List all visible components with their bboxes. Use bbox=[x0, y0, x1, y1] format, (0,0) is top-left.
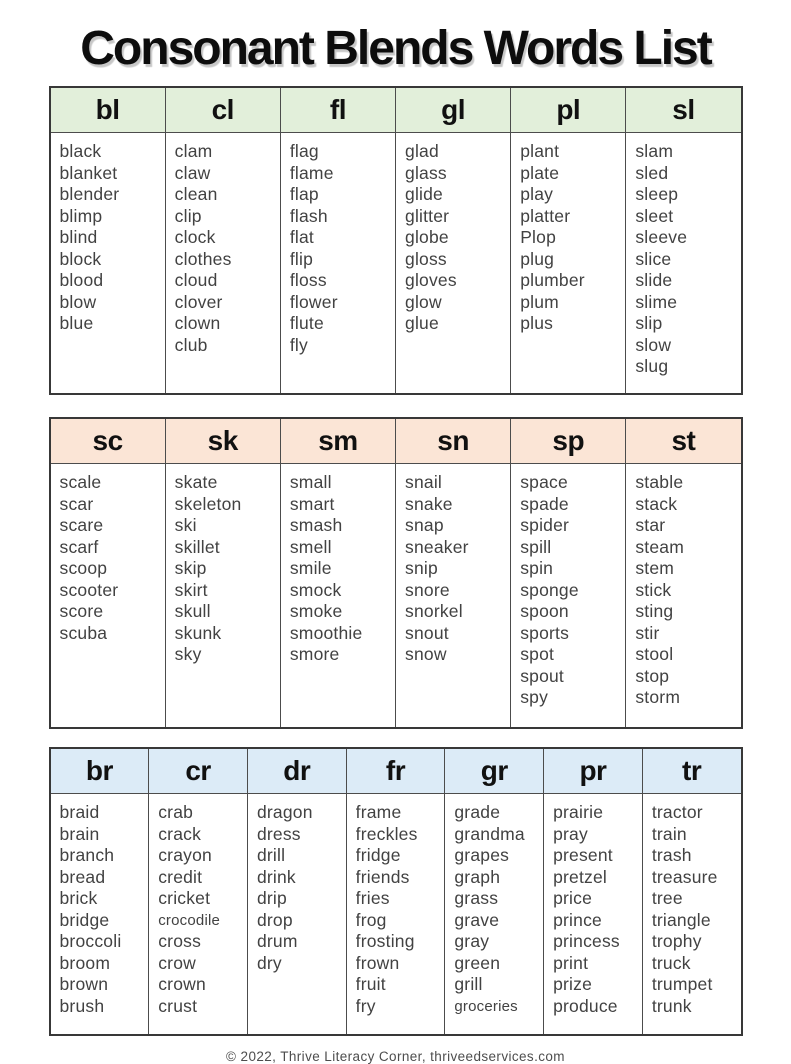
word-scoop: scoop bbox=[59, 558, 108, 579]
word-star: star bbox=[635, 515, 666, 536]
blend-words-fr bbox=[347, 794, 445, 1034]
blend-words-pl bbox=[511, 133, 625, 393]
word-drum: drum bbox=[256, 931, 298, 952]
word-smore: smore bbox=[289, 644, 340, 665]
blend-header-fr: fr bbox=[347, 749, 445, 794]
word-blind: blind bbox=[59, 227, 98, 248]
word-small: small bbox=[289, 472, 332, 493]
word-sponge: sponge bbox=[520, 579, 579, 600]
blend-column-gl bbox=[396, 88, 511, 393]
blend-words-sm bbox=[281, 464, 395, 727]
word-price: price bbox=[553, 888, 593, 909]
word-trash: trash bbox=[651, 845, 692, 866]
word-sports: sports bbox=[520, 622, 570, 643]
s-blends-table bbox=[49, 417, 743, 729]
word-brain: brain bbox=[59, 823, 100, 844]
word-spill: spill bbox=[520, 536, 552, 557]
word-green: green bbox=[454, 952, 501, 973]
word-spy: spy bbox=[520, 687, 549, 708]
blend-header-fl: fl bbox=[281, 88, 395, 133]
word-scooter: scooter bbox=[59, 579, 119, 600]
word-bridge: bridge bbox=[59, 909, 110, 930]
word-snake: snake bbox=[405, 493, 453, 514]
word-branch: branch bbox=[59, 845, 115, 866]
word-block: block bbox=[59, 248, 102, 269]
word-sneaker: sneaker bbox=[405, 536, 469, 557]
word-fry: fry bbox=[355, 995, 376, 1016]
word-bread: bread bbox=[59, 866, 106, 887]
word-broom: broom bbox=[59, 952, 111, 973]
word-fridge: fridge bbox=[355, 845, 401, 866]
word-print: print bbox=[553, 952, 589, 973]
word-crown: crown bbox=[158, 974, 206, 995]
word-trophy: trophy bbox=[651, 931, 702, 952]
word-skirt: skirt bbox=[174, 579, 208, 600]
word-frown: frown bbox=[355, 952, 400, 973]
word-crack: crack bbox=[158, 823, 202, 844]
word-stop: stop bbox=[635, 665, 670, 686]
blend-column-gr bbox=[445, 749, 544, 1034]
word-brick: brick bbox=[59, 888, 98, 909]
word-skull: skull bbox=[174, 601, 211, 622]
word-snip: snip bbox=[405, 558, 438, 579]
blend-header-cl: cl bbox=[166, 88, 280, 133]
blend-words-st bbox=[626, 464, 740, 727]
word-plumber: plumber bbox=[520, 270, 585, 291]
l-blends-table bbox=[49, 86, 743, 395]
word-flute: flute bbox=[289, 313, 324, 334]
word-fly: fly bbox=[289, 334, 308, 355]
word-grass: grass bbox=[454, 888, 499, 909]
word-pretzel: pretzel bbox=[553, 866, 608, 887]
blend-column-sk bbox=[166, 419, 281, 727]
blend-column-fl bbox=[281, 88, 396, 393]
word-scar: scar bbox=[59, 493, 94, 514]
word-tractor: tractor bbox=[651, 802, 703, 823]
word-stir: stir bbox=[635, 622, 660, 643]
word-drink: drink bbox=[256, 866, 296, 887]
blend-header-sp: sp bbox=[511, 419, 625, 464]
word-crow: crow bbox=[158, 952, 196, 973]
word-spoon: spoon bbox=[520, 601, 569, 622]
word-brown: brown bbox=[59, 974, 109, 995]
word-fruit: fruit bbox=[355, 974, 386, 995]
blend-header-sk: sk bbox=[166, 419, 280, 464]
word-graph: graph bbox=[454, 866, 501, 887]
word-blue: blue bbox=[59, 313, 94, 334]
word-snow: snow bbox=[405, 644, 447, 665]
word-score: score bbox=[59, 601, 104, 622]
word-stool: stool bbox=[635, 644, 674, 665]
word-plant: plant bbox=[520, 141, 560, 162]
blend-column-pr bbox=[544, 749, 643, 1034]
word-ski: ski bbox=[174, 515, 197, 536]
word-drill: drill bbox=[256, 845, 286, 866]
r-blends-table bbox=[49, 747, 743, 1036]
word-frame: frame bbox=[355, 802, 402, 823]
word-frosting: frosting bbox=[355, 931, 415, 952]
word-skunk: skunk bbox=[174, 622, 222, 643]
blend-header-sm: sm bbox=[281, 419, 395, 464]
blend-words-gr bbox=[445, 794, 543, 1034]
word-produce: produce bbox=[553, 995, 618, 1016]
blend-header-br: br bbox=[51, 749, 149, 794]
blend-header-dr: dr bbox=[248, 749, 346, 794]
blend-words-sp bbox=[511, 464, 625, 727]
word-sleep: sleep bbox=[635, 184, 679, 205]
word-skate: skate bbox=[174, 472, 218, 493]
word-spin: spin bbox=[520, 558, 554, 579]
word-dragon: dragon bbox=[256, 802, 313, 823]
word-scale: scale bbox=[59, 472, 102, 493]
word-dry: dry bbox=[256, 952, 282, 973]
word-present: present bbox=[553, 845, 613, 866]
word-cross: cross bbox=[158, 931, 202, 952]
word-prairie: prairie bbox=[553, 802, 604, 823]
word-clip: clip bbox=[174, 205, 202, 226]
blend-column-tr bbox=[643, 749, 741, 1034]
word-groceries: groceries bbox=[454, 997, 518, 1015]
word-sleet: sleet bbox=[635, 205, 674, 226]
word-snorkel: snorkel bbox=[405, 601, 463, 622]
word-stack: stack bbox=[635, 493, 678, 514]
blend-column-sl bbox=[626, 88, 740, 393]
word-blender: blender bbox=[59, 184, 120, 205]
word-glitter: glitter bbox=[405, 205, 450, 226]
word-spade: spade bbox=[520, 493, 569, 514]
word-credit: credit bbox=[158, 866, 203, 887]
blend-words-br bbox=[51, 794, 149, 1034]
word-grandma: grandma bbox=[454, 823, 525, 844]
blend-column-bl bbox=[51, 88, 166, 393]
word-flag: flag bbox=[289, 141, 319, 162]
copyright-footer: © 2022, Thrive Literacy Corner, thriveedservices.com bbox=[226, 1049, 565, 1064]
blend-column-sc bbox=[51, 419, 166, 727]
word-princess: princess bbox=[553, 931, 620, 952]
word-fries: fries bbox=[355, 888, 390, 909]
word-grapes: grapes bbox=[454, 845, 510, 866]
word-blood: blood bbox=[59, 270, 104, 291]
word-sleeve: sleeve bbox=[635, 227, 688, 248]
blend-words-dr bbox=[248, 794, 346, 1034]
word-slam: slam bbox=[635, 141, 674, 162]
word-smell: smell bbox=[289, 536, 332, 557]
word-glide: glide bbox=[405, 184, 443, 205]
word-prince: prince bbox=[553, 909, 602, 930]
word-flat: flat bbox=[289, 227, 314, 248]
blend-words-sk bbox=[166, 464, 280, 727]
word-trunk: trunk bbox=[651, 995, 692, 1016]
word-slide: slide bbox=[635, 270, 673, 291]
word-claw: claw bbox=[174, 162, 211, 183]
blend-column-sm bbox=[281, 419, 396, 727]
word-storm: storm bbox=[635, 687, 681, 708]
word-clean: clean bbox=[174, 184, 218, 205]
word-skip: skip bbox=[174, 558, 207, 579]
blend-column-cr bbox=[149, 749, 248, 1034]
word-spout: spout bbox=[520, 665, 564, 686]
word-slip: slip bbox=[635, 313, 663, 334]
word-floss: floss bbox=[289, 270, 327, 291]
word-flap: flap bbox=[289, 184, 319, 205]
word-friends: friends bbox=[355, 866, 410, 887]
blend-column-pl bbox=[511, 88, 626, 393]
word-drip: drip bbox=[256, 888, 287, 909]
word-scarf: scarf bbox=[59, 536, 99, 557]
blend-header-sn: sn bbox=[396, 419, 510, 464]
word-brush: brush bbox=[59, 995, 105, 1016]
word-sky: sky bbox=[174, 644, 202, 665]
word-glad: glad bbox=[405, 141, 439, 162]
word-sled: sled bbox=[635, 162, 669, 183]
word-clam: clam bbox=[174, 141, 213, 162]
word-blanket: blanket bbox=[59, 162, 118, 183]
word-sting: sting bbox=[635, 601, 674, 622]
blend-column-st bbox=[626, 419, 740, 727]
word-gray: gray bbox=[454, 931, 490, 952]
word-pray: pray bbox=[553, 823, 588, 844]
blend-header-tr: tr bbox=[643, 749, 741, 794]
word-slow: slow bbox=[635, 334, 672, 355]
word-flame: flame bbox=[289, 162, 334, 183]
word-cloud: cloud bbox=[174, 270, 218, 291]
word-train: train bbox=[651, 823, 687, 844]
blend-words-fl bbox=[281, 133, 395, 393]
word-prize: prize bbox=[553, 974, 593, 995]
word-slice: slice bbox=[635, 248, 672, 269]
word-cricket: cricket bbox=[158, 888, 211, 909]
word-skillet: skillet bbox=[174, 536, 220, 557]
word-plate: plate bbox=[520, 162, 560, 183]
word-snap: snap bbox=[405, 515, 444, 536]
word-clover: clover bbox=[174, 291, 223, 312]
word-space: space bbox=[520, 472, 568, 493]
blend-words-gl bbox=[396, 133, 510, 393]
word-clock: clock bbox=[174, 227, 216, 248]
word-snail: snail bbox=[405, 472, 443, 493]
page-title: Consonant Blends Words List bbox=[80, 22, 711, 75]
word-drop: drop bbox=[256, 909, 293, 930]
blend-column-dr bbox=[248, 749, 347, 1034]
word-smile: smile bbox=[289, 558, 332, 579]
word-glass: glass bbox=[405, 162, 447, 183]
blend-header-gl: gl bbox=[396, 88, 510, 133]
word-truck: truck bbox=[651, 952, 691, 973]
blend-words-bl bbox=[51, 133, 165, 393]
blend-words-cr bbox=[149, 794, 247, 1034]
word-frog: frog bbox=[355, 909, 387, 930]
blend-header-bl: bl bbox=[51, 88, 165, 133]
word-smoke: smoke bbox=[289, 601, 343, 622]
blend-words-tr bbox=[643, 794, 741, 1034]
word-scare: scare bbox=[59, 515, 104, 536]
word-plus: plus bbox=[520, 313, 554, 334]
word-grill: grill bbox=[454, 974, 483, 995]
word-flower: flower bbox=[289, 291, 338, 312]
blend-words-cl bbox=[166, 133, 280, 393]
word-skeleton: skeleton bbox=[174, 493, 242, 514]
word-crust: crust bbox=[158, 995, 198, 1016]
word-stable: stable bbox=[635, 472, 684, 493]
word-flip: flip bbox=[289, 248, 314, 269]
word-snore: snore bbox=[405, 579, 450, 600]
word-scuba: scuba bbox=[59, 622, 108, 643]
blend-column-br bbox=[51, 749, 150, 1034]
word-slug: slug bbox=[635, 356, 669, 377]
word-spot: spot bbox=[520, 644, 555, 665]
word-grade: grade bbox=[454, 802, 501, 823]
word-braid: braid bbox=[59, 802, 100, 823]
word-clothes: clothes bbox=[174, 248, 232, 269]
word-platter: platter bbox=[520, 205, 571, 226]
word-glue: glue bbox=[405, 313, 439, 334]
word-treasure: treasure bbox=[651, 866, 718, 887]
word-trumpet: trumpet bbox=[651, 974, 713, 995]
word-blimp: blimp bbox=[59, 205, 103, 226]
word-stem: stem bbox=[635, 558, 675, 579]
word-stick: stick bbox=[635, 579, 672, 600]
word-dress: dress bbox=[256, 823, 301, 844]
word-smart: smart bbox=[289, 493, 335, 514]
word-clown: clown bbox=[174, 313, 221, 334]
word-globe: globe bbox=[405, 227, 449, 248]
blend-header-cr: cr bbox=[149, 749, 247, 794]
word-club: club bbox=[174, 334, 208, 355]
blend-column-cl bbox=[166, 88, 281, 393]
word-flash: flash bbox=[289, 205, 328, 226]
word-smash: smash bbox=[289, 515, 343, 536]
word-glow: glow bbox=[405, 291, 442, 312]
blend-header-pr: pr bbox=[544, 749, 642, 794]
word-grave: grave bbox=[454, 909, 500, 930]
blend-header-st: st bbox=[626, 419, 740, 464]
word-play: play bbox=[520, 184, 554, 205]
word-plop: Plop bbox=[520, 227, 557, 248]
word-crab: crab bbox=[158, 802, 194, 823]
blend-header-sc: sc bbox=[51, 419, 165, 464]
word-snout: snout bbox=[405, 622, 449, 643]
blend-words-sn bbox=[396, 464, 510, 727]
word-blow: blow bbox=[59, 291, 97, 312]
word-crayon: crayon bbox=[158, 845, 212, 866]
word-smock: smock bbox=[289, 579, 342, 600]
word-broccoli: broccoli bbox=[59, 931, 122, 952]
blend-header-pl: pl bbox=[511, 88, 625, 133]
blend-column-sp bbox=[511, 419, 626, 727]
word-plum: plum bbox=[520, 291, 559, 312]
blend-column-fr bbox=[347, 749, 446, 1034]
word-smoothie: smoothie bbox=[289, 622, 363, 643]
word-slime: slime bbox=[635, 291, 678, 312]
word-spider: spider bbox=[520, 515, 570, 536]
word-triangle: triangle bbox=[651, 909, 711, 930]
blend-words-sc bbox=[51, 464, 165, 727]
blend-column-sn bbox=[396, 419, 511, 727]
blend-words-pr bbox=[544, 794, 642, 1034]
word-tree: tree bbox=[651, 888, 683, 909]
blend-header-sl: sl bbox=[626, 88, 740, 133]
word-freckles: freckles bbox=[355, 823, 418, 844]
blend-header-gr: gr bbox=[445, 749, 543, 794]
word-black: black bbox=[59, 141, 102, 162]
word-gloves: gloves bbox=[405, 270, 457, 291]
blend-words-sl bbox=[626, 133, 740, 393]
word-steam: steam bbox=[635, 536, 685, 557]
word-gloss: gloss bbox=[405, 248, 447, 269]
word-plug: plug bbox=[520, 248, 555, 269]
word-crocodile: crocodile bbox=[158, 911, 221, 929]
